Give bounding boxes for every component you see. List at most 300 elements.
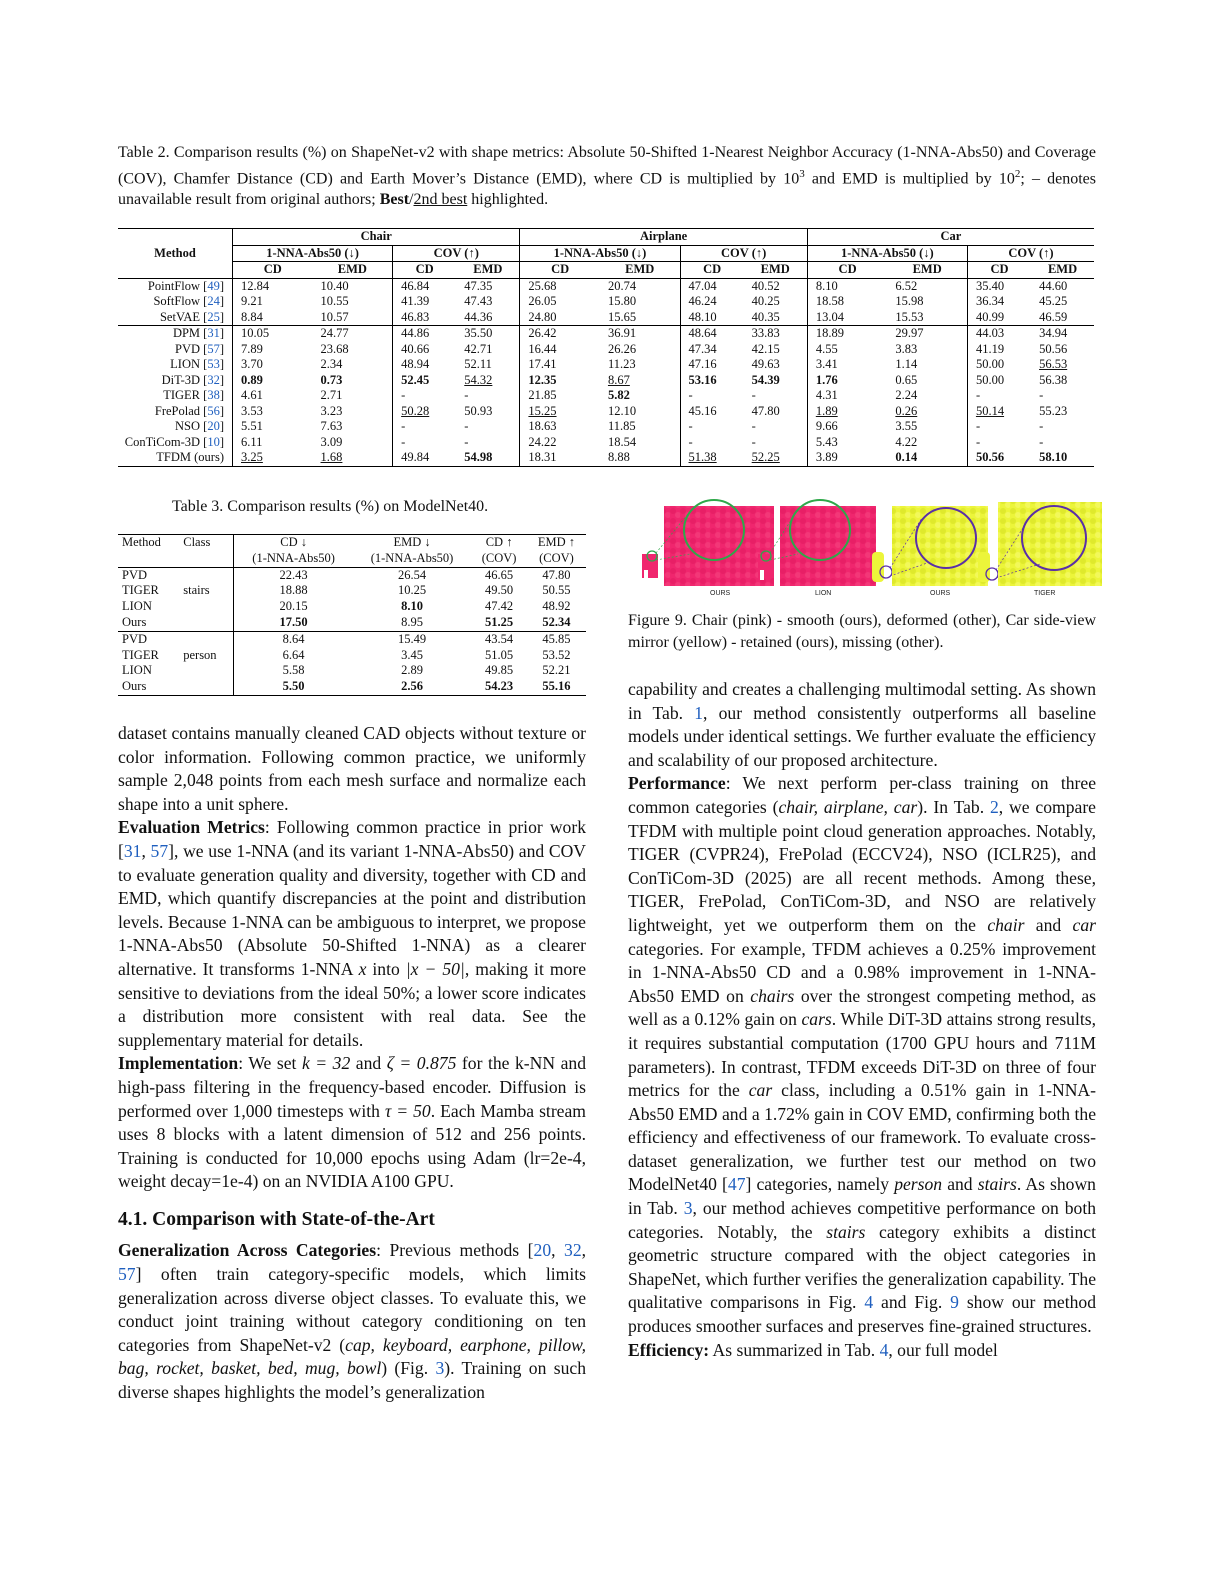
right-column-text — [628, 678, 1096, 1362]
table-row — [118, 373, 1094, 389]
table3-caption: Table 3. Comparison results (%) on ModelNet40. — [172, 498, 489, 515]
table-row — [118, 294, 1094, 310]
value-cell: 50.56 — [967, 450, 1031, 466]
value-cell: 4.22 — [895, 434, 918, 449]
value-cell: 3.09 — [320, 434, 343, 449]
value-cell: 54.98 — [456, 450, 520, 466]
dataset-paragraph: dataset contains manually cleaned CAD objects without texture or color information. Following common practice, we uniformly sample 2,048 points from each mesh surface and normalize each shape into a unit sphere. — [118, 723, 586, 814]
value-cell: 2.89 — [401, 663, 423, 678]
value-cell: 47.42 — [485, 599, 514, 614]
value-cell: 8.67 — [607, 372, 630, 387]
value-cell: 50.28 — [393, 404, 457, 420]
method-cell: FrePolad [56] — [154, 403, 224, 418]
value-cell: 2.56 — [353, 679, 471, 695]
value-cell: 47.35 — [456, 278, 520, 294]
value-cell: 42.15 — [751, 341, 780, 356]
value-cell: 24.22 — [520, 435, 600, 451]
value-cell: 21.85 — [520, 388, 600, 404]
value-cell: 22.43 — [234, 567, 353, 583]
value-cell: 49.63 — [751, 357, 780, 371]
value-cell: 52.25 — [744, 450, 808, 466]
category-header-car: Car — [807, 229, 1094, 246]
t3-header-method: Method — [118, 535, 179, 551]
value-cell: 13.04 — [807, 310, 887, 326]
figure-link[interactable]: 3 — [435, 1358, 445, 1379]
figure9-label: OURS — [710, 590, 731, 597]
citation-link[interactable]: 57 — [150, 840, 169, 861]
sub-column-header: EMD — [887, 262, 967, 279]
method-cell: TIGER — [122, 583, 159, 598]
value-cell: 40.35 — [751, 309, 780, 324]
citation-link[interactable]: 31 — [123, 840, 142, 861]
table-row — [118, 310, 1094, 326]
value-cell: 0.73 — [320, 372, 343, 387]
table-row — [118, 679, 586, 695]
value-cell: 46.65 — [485, 567, 514, 582]
value-cell: 18.54 — [607, 434, 637, 449]
chair-ours-image — [642, 500, 774, 586]
method-cell: TIGER — [122, 647, 159, 662]
citation-link[interactable]: 20 — [207, 419, 220, 433]
figure9-images — [640, 498, 1104, 600]
metric-group-header: COV (↑) — [680, 245, 807, 262]
table-row — [118, 648, 586, 664]
value-cell: 46.24 — [680, 294, 744, 310]
value-cell: 4.55 — [807, 342, 887, 358]
table-row — [118, 357, 1094, 373]
citation-link[interactable]: 25 — [207, 309, 220, 324]
value-cell: 48.94 — [393, 357, 457, 373]
t3-header-cd: CD ↓ — [234, 535, 353, 551]
method-cell: LION — [122, 599, 152, 614]
metric-group-header: 1-NNA-Abs50 (↓) — [233, 245, 393, 262]
value-cell: 1.89 — [807, 404, 887, 420]
value-cell: 8.10 — [807, 278, 887, 294]
value-cell: 3.25 — [233, 450, 313, 466]
value-cell: 51.25 — [485, 614, 514, 629]
method-cell: NSO [20] — [175, 419, 224, 433]
value-cell: 5.50 — [234, 679, 353, 695]
value-cell: 3.70 — [233, 357, 313, 373]
value-cell: - — [393, 388, 457, 404]
generalization-paragraph: Generalization Across Categories: Previous methods [20, 32, 57] often train category-specific models, which limits generalization across diverse object classes. To evaluate this, we conduct joint training without category conditioning on ten categories from ShapeNet-v2 (cap, keyboard, earphone, pillow, bag, rocket, basket, bed, mug, bowl) (Fig. 3). Training on such diverse shapes highlights the model’s generalization — [118, 1240, 587, 1403]
value-cell: 44.60 — [1031, 278, 1094, 294]
value-cell: 11.85 — [607, 419, 636, 433]
method-header: Method — [118, 229, 233, 279]
table-row — [118, 583, 586, 599]
sub-column-header: CD — [967, 262, 1031, 279]
value-cell: 26.54 — [397, 567, 427, 582]
value-cell: 12.10 — [607, 403, 637, 418]
value-cell: 10.25 — [397, 583, 427, 598]
value-cell: 6.52 — [887, 278, 967, 294]
value-cell: 51.05 — [485, 647, 514, 662]
value-cell: 0.26 — [895, 403, 918, 418]
car-ours-image — [872, 506, 988, 586]
value-cell: 15.65 — [607, 309, 637, 324]
table-row — [118, 615, 586, 631]
table-link[interactable]: 2 — [989, 796, 999, 817]
table-row — [118, 326, 1094, 342]
value-cell: 56.53 — [1039, 357, 1068, 371]
value-cell: 40.25 — [751, 294, 780, 308]
value-cell: 54.32 — [464, 372, 493, 387]
citation-link[interactable]: 32 — [564, 1240, 582, 1261]
value-cell: 20.15 — [234, 599, 353, 615]
value-cell: 15.53 — [895, 309, 924, 324]
table-row — [118, 342, 1094, 358]
value-cell: 8.64 — [234, 631, 353, 647]
value-cell: 24.80 — [520, 310, 600, 326]
value-cell: 5.43 — [807, 435, 887, 451]
efficiency-paragraph: Efficiency: As summarized in Tab. 4, our full model — [628, 1339, 998, 1360]
value-cell: 20.74 — [600, 278, 680, 294]
citation-link[interactable]: 56 — [207, 403, 220, 418]
class-cell — [179, 679, 234, 695]
value-cell: 52.45 — [393, 373, 457, 389]
value-cell: 10.57 — [320, 309, 349, 324]
value-cell: 5.51 — [233, 419, 313, 435]
value-cell: 10.05 — [233, 326, 313, 342]
method-cell: ConTiCom-3D [10] — [124, 434, 224, 449]
value-cell: - — [393, 419, 457, 435]
value-cell: 12.35 — [520, 373, 600, 389]
value-cell: 2.71 — [320, 388, 343, 402]
table-row — [118, 631, 586, 647]
value-cell: 45.85 — [527, 631, 586, 647]
value-cell: 3.53 — [233, 404, 313, 420]
method-cell: PVD — [118, 631, 179, 647]
value-cell: 11.23 — [607, 357, 636, 371]
metric-group-header: COV (↑) — [393, 245, 520, 262]
class-cell: stairs — [183, 583, 210, 598]
value-cell: - — [464, 419, 469, 433]
class-cell — [179, 599, 234, 615]
eval-metrics-paragraph: Evaluation Metrics: Following common practice in prior work [31, 57], we use 1-NNA (and its variant 1-NNA-Abs50) and COV to evaluate generation quality and diversity, together with CD and EMD, which quantify discrepancies at the point and distribution levels. Because 1-NNA can be ambiguous to interpret, we propose 1-NNA-Abs50 (Absolute 50-Shifted 1-NNA) as a clearer alternative. It transforms 1-NNA x into |x − 50|, making it more sensitive to deviations from the ideal 50%; a lower score indicates a distribution more consistent with real data. See the supplementary material for details. — [118, 817, 587, 1050]
value-cell: - — [1039, 388, 1044, 402]
value-cell: 56.38 — [1039, 372, 1068, 387]
sub-column-header: CD — [393, 262, 457, 279]
value-cell: 23.68 — [320, 341, 349, 356]
value-cell: 6.11 — [233, 435, 313, 451]
value-cell: - — [464, 434, 469, 449]
value-cell: 9.66 — [807, 419, 887, 435]
value-cell: 46.59 — [1039, 309, 1068, 324]
value-cell: 44.36 — [464, 309, 493, 324]
value-cell: 54.23 — [471, 679, 527, 695]
left-column-text — [118, 722, 586, 1405]
value-cell: 44.86 — [393, 326, 457, 342]
capability-paragraph: capability and creates a challenging multimodal setting. As shown in Tab. 1, our method consistently outperforms all baseline models under identical settings. We further evaluate the efficiency and scalability of our proposed architecture. — [628, 679, 1096, 770]
citation-link[interactable]: 49 — [207, 278, 220, 293]
value-cell: 3.23 — [320, 403, 343, 418]
table-row — [118, 278, 1094, 294]
value-cell: 54.39 — [751, 372, 780, 387]
value-cell: 10.40 — [313, 278, 393, 294]
value-cell: 1.76 — [807, 373, 887, 389]
value-cell: 48.10 — [680, 310, 744, 326]
value-cell: 1.14 — [895, 357, 918, 371]
value-cell: 58.10 — [1031, 450, 1094, 466]
value-cell: 50.56 — [1039, 341, 1068, 356]
value-cell: 18.58 — [807, 294, 887, 310]
citation-link[interactable]: 24 — [207, 294, 220, 308]
value-cell: 51.38 — [680, 450, 744, 466]
method-cell: TFDM (ours) — [118, 450, 233, 466]
t3-header-emd: EMD ↓ — [353, 535, 471, 551]
sub-column-header: CD — [233, 262, 313, 279]
sub-column-header: EMD — [456, 262, 520, 279]
value-cell: 15.98 — [895, 294, 924, 308]
sub-column-header: EMD — [1031, 262, 1094, 279]
value-cell: 49.50 — [485, 583, 514, 598]
value-cell: 47.04 — [680, 278, 744, 294]
t3-subheader: (1-NNA-Abs50) — [353, 551, 471, 567]
value-cell: 52.34 — [542, 614, 571, 629]
value-cell: 8.84 — [233, 310, 313, 326]
method-cell: LION [53] — [170, 357, 224, 371]
value-cell: 55.23 — [1039, 403, 1068, 418]
figure9-caption: Figure 9. Chair (pink) - smooth (ours), deformed (other), Car side-view mirror (yellow) - retained (ours), missing (other). — [628, 612, 1096, 651]
value-cell: 46.83 — [393, 310, 457, 326]
t3-subheader: (COV) — [471, 551, 527, 567]
value-cell: 36.91 — [600, 326, 680, 342]
category-header-chair: Chair — [233, 229, 520, 246]
value-cell: 15.25 — [520, 404, 600, 420]
sub-column-header: EMD — [600, 262, 680, 279]
section-heading: 4.1. Comparison with State-of-the-Art — [118, 1208, 435, 1230]
implementation-paragraph: Implementation: We set k = 32 and ζ = 0.875 for the k-NN and high-pass filtering in the frequency-based encoder. Diffusion is performed over 1,000 timesteps with τ = 50. Each Mamba stream uses 8 blocks with a latent dimension of 512 and 256 points. Training is conducted for 10,000 epochs using Adam (lr=2e-4, weight decay=1e-4) on an NVIDIA A100 GPU. — [118, 1053, 586, 1192]
class-cell — [179, 567, 234, 583]
metric-group-header: 1-NNA-Abs50 (↓) — [807, 245, 967, 262]
table-link[interactable]: 4 — [879, 1339, 889, 1360]
t3-subheader: (COV) — [527, 551, 586, 567]
citation-link[interactable]: 57 — [118, 1264, 136, 1285]
value-cell: 40.99 — [967, 310, 1031, 326]
value-cell: 7.63 — [320, 419, 343, 433]
value-cell: 2.34 — [320, 357, 343, 371]
table-row — [118, 567, 586, 583]
t3-header-class: Class — [179, 535, 234, 551]
figure9-label: LION — [815, 590, 832, 597]
value-cell: 50.00 — [967, 373, 1031, 389]
table-link[interactable]: 1 — [694, 702, 704, 723]
class-cell — [179, 631, 234, 647]
method-cell: Ours — [122, 614, 147, 629]
table2-caption: Table 2. Comparison results (%) on ShapeNet-v2 with shape metrics: Absolute 50-Shifted 1-Nearest Neighbor Accuracy (1-NNA-Abs50) and Coverage (COV), Chamfer Distance (CD) and Earth Mover’s Distance (EMD), where CD is multiplied by $10^3$ and EMD is multiplied by $10^2$; – denotes unavailable result from original authors; Best/2nd best highlighted. — [118, 144, 1096, 209]
value-cell: 40.52 — [744, 278, 808, 294]
metric-group-header: 1-NNA-Abs50 (↓) — [520, 245, 680, 262]
value-cell: 0.89 — [233, 373, 313, 389]
value-cell: 0.14 — [887, 450, 967, 466]
value-cell: 8.10 — [401, 599, 423, 614]
method-cell: DiT-3D [32] — [161, 372, 224, 387]
method-cell: PointFlow [49] — [118, 278, 233, 294]
citation-link[interactable]: 53 — [207, 357, 220, 371]
value-cell: 55.16 — [527, 679, 586, 695]
value-cell: 26.05 — [520, 294, 600, 310]
value-cell: 52.11 — [464, 357, 492, 371]
value-cell: 10.55 — [320, 294, 349, 308]
figure9-label: TIGER — [1034, 590, 1056, 597]
value-cell: 41.19 — [967, 342, 1031, 358]
method-cell: DPM [31] — [118, 326, 233, 342]
value-cell: 35.40 — [967, 278, 1031, 294]
table2 — [118, 228, 1094, 467]
value-cell: 44.03 — [967, 326, 1031, 342]
value-cell: 18.63 — [520, 419, 600, 435]
value-cell: 9.21 — [233, 294, 313, 310]
value-cell: 17.41 — [520, 357, 600, 373]
t3-subheader: (1-NNA-Abs50) — [234, 551, 353, 567]
value-cell: 52.21 — [542, 663, 571, 678]
metric-group-header: COV (↑) — [967, 245, 1094, 262]
citation-link[interactable]: 20 — [533, 1240, 552, 1261]
value-cell: 42.71 — [464, 341, 493, 356]
class-cell — [179, 615, 234, 631]
table-row — [118, 663, 586, 679]
value-cell: 8.95 — [401, 614, 423, 629]
figure-link[interactable]: 9 — [950, 1292, 959, 1313]
value-cell: 48.64 — [680, 326, 744, 342]
value-cell: 35.50 — [456, 326, 520, 342]
value-cell: 5.58 — [234, 663, 353, 679]
table-row — [118, 450, 1094, 466]
value-cell: 45.25 — [1039, 294, 1068, 308]
value-cell: 36.34 — [967, 294, 1031, 310]
table2-body — [118, 278, 1094, 466]
value-cell: 41.39 — [393, 294, 457, 310]
value-cell: 33.83 — [744, 326, 808, 342]
t3-header-emd-cov: EMD ↑ — [527, 535, 586, 551]
value-cell: - — [967, 435, 1031, 451]
value-cell: - — [1039, 419, 1044, 433]
value-cell: 49.85 — [485, 663, 514, 678]
value-cell: 26.26 — [607, 341, 637, 356]
value-cell: 5.82 — [607, 388, 630, 402]
value-cell: 3.89 — [807, 450, 887, 466]
table-row — [118, 404, 1094, 420]
performance-paragraph: Performance: We next perform per-class training on three common categories (chair, airplane, car). In Tab. 2, we compare TFDM with multiple point cloud generation approaches. Notably, TIGER (CVPR24), FrePolad (ECCV24), NSO (ICLR25), and ConTiCom-3D (2025) are all recent methods. Among these, TIGER, FrePolad, ConTiCom-3D, and NSO are relatively lightweight, yet we outperform them on the chair and car categories. For example, TFDM achieves a 0.25% improvement in 1-NNA-Abs50 CD and a 0.98% improvement in 1-NNA-Abs50 EMD on chairs over the strongest competing method, as well as a 0.12% gain on cars. While DiT-3D attains strong results, it requires substantial computation (1700 GPU hours and 711M parameters). In contrast, TFDM exceeds DiT-3D on three of four metrics for the car class, including a 0.51% gain in 1-NNA-Abs50 EMD and a 1.72% gain in COV EMD, confirming both the efficiency and effectiveness of our framework. To evaluate cross-dataset generalization, we further test our method on two ModelNet40 [47] categories, namely person and stairs. As shown in Tab. 3, our method achieves competitive performance on both categories. Notably, the stairs category exhibits a distinct geometric structure compared with the object categories in ShapeNet, which further verifies the generalization capability. The qualitative comparisons in Fig. 4 and Fig. 9 show our method produces smoother surfaces and preserves fine-grained structures. — [628, 773, 1097, 1337]
sub-column-header: CD — [680, 262, 744, 279]
citation-link[interactable]: 47 — [727, 1174, 746, 1195]
value-cell: 50.00 — [967, 357, 1031, 373]
sub-column-header: EMD — [744, 262, 808, 279]
sub-column-header: CD — [807, 262, 887, 279]
value-cell: - — [967, 388, 1031, 404]
value-cell: - — [680, 435, 744, 451]
value-cell: 3.45 — [401, 647, 423, 662]
value-cell: - — [680, 419, 744, 435]
value-cell: 15.80 — [607, 294, 637, 308]
table-row — [118, 599, 586, 615]
value-cell: - — [751, 388, 756, 402]
value-cell: 18.88 — [234, 583, 353, 599]
method-cell: TIGER [38] — [163, 388, 224, 402]
value-cell: 17.50 — [234, 615, 353, 631]
value-cell: 3.41 — [807, 357, 887, 373]
figure9 — [640, 498, 1104, 600]
t3-header-cd-cov: CD ↑ — [471, 535, 527, 551]
value-cell: - — [751, 434, 756, 449]
value-cell: - — [751, 419, 756, 433]
value-cell: - — [1039, 434, 1044, 449]
value-cell: 48.92 — [542, 599, 571, 614]
citation-link[interactable]: 31 — [207, 326, 220, 340]
car-tiger-image — [978, 502, 1102, 586]
method-cell: LION — [122, 663, 152, 678]
value-cell: 3.83 — [895, 341, 918, 356]
method-cell: PVD [57] — [175, 341, 224, 356]
value-cell: 50.14 — [967, 404, 1031, 420]
value-cell: 47.16 — [680, 357, 744, 373]
figure-link[interactable]: 4 — [864, 1292, 874, 1313]
table-row — [118, 435, 1094, 451]
value-cell: 2.24 — [895, 388, 918, 402]
value-cell: 4.61 — [233, 388, 313, 404]
table3 — [118, 534, 586, 696]
value-cell: 50.55 — [542, 583, 571, 598]
value-cell: 43.54 — [471, 631, 527, 647]
value-cell: 16.44 — [520, 342, 600, 358]
value-cell: - — [680, 388, 744, 404]
chair-lion-image — [758, 500, 876, 586]
value-cell: 12.84 — [233, 278, 313, 294]
table-link[interactable]: 3 — [683, 1198, 693, 1219]
class-cell: person — [183, 647, 217, 662]
citation-link[interactable]: 38 — [207, 388, 220, 402]
value-cell: 47.80 — [751, 403, 780, 418]
table-row — [118, 388, 1094, 404]
value-cell: 47.43 — [464, 294, 493, 308]
value-cell: 24.77 — [313, 326, 393, 342]
value-cell: 1.68 — [313, 450, 393, 466]
value-cell: - — [967, 419, 1031, 435]
sub-column-header: CD — [520, 262, 600, 279]
method-cell: SetVAE [25] — [159, 309, 224, 324]
citation-link[interactable]: 32 — [207, 372, 220, 387]
value-cell: 25.68 — [520, 278, 600, 294]
table-row — [118, 419, 1094, 435]
value-cell: 7.89 — [233, 342, 313, 358]
value-cell: 45.16 — [680, 404, 744, 420]
value-cell: - — [464, 388, 469, 402]
value-cell: 15.49 — [353, 631, 471, 647]
value-cell: 18.31 — [520, 450, 600, 466]
value-cell: 49.84 — [393, 450, 457, 466]
table3-body — [118, 567, 586, 695]
figure9-label: OURS — [930, 590, 951, 597]
value-cell: 53.16 — [680, 373, 744, 389]
sub-column-header-row — [118, 262, 1094, 279]
value-cell: 50.93 — [464, 403, 493, 418]
category-header-airplane: Airplane — [520, 229, 807, 246]
value-cell: 3.55 — [895, 419, 918, 433]
value-cell: - — [393, 435, 457, 451]
citation-link[interactable]: 57 — [207, 341, 220, 356]
sub-column-header: EMD — [313, 262, 393, 279]
value-cell: 29.97 — [887, 326, 967, 342]
value-cell: 47.80 — [542, 567, 571, 582]
value-cell: 47.34 — [680, 342, 744, 358]
value-cell: 53.52 — [542, 647, 571, 662]
value-cell: 4.31 — [807, 388, 887, 404]
value-cell: 34.94 — [1031, 326, 1094, 342]
method-cell: SoftFlow [24] — [153, 294, 224, 308]
class-cell — [179, 663, 234, 679]
citation-link[interactable]: 10 — [207, 434, 220, 449]
method-cell: PVD — [122, 567, 148, 582]
